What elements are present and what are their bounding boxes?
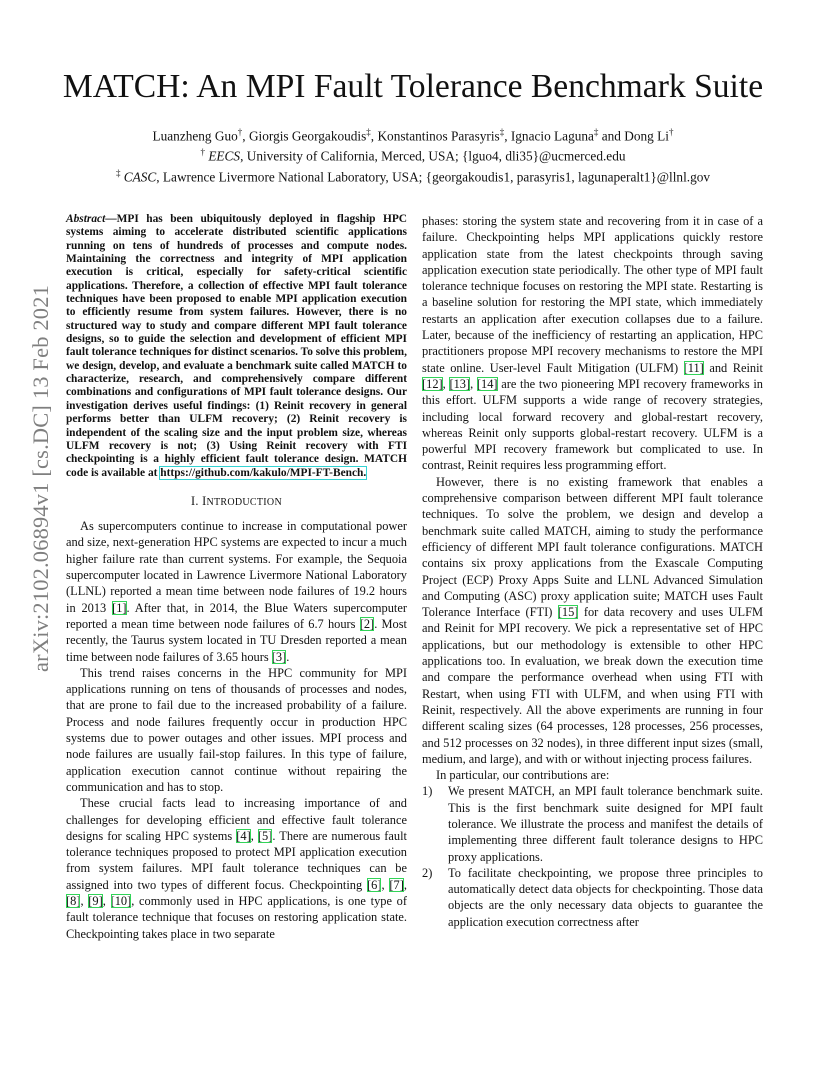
contribution-text: To facilitate checkpointing, we propose three principles to automatically detect data objects for checkpointing. Those data objects are the only necessary data objects to guarantee the application execution correctness after bbox=[448, 865, 763, 929]
paragraph-text: for data recovery and uses ULFM and Reinit for MPI recovery. We pick a representative set of HPC applications, but our methodology is extensible to other HPC applications too. In evaluation, we break down the execution time and compare the performance overhead when using FTI with Restart, when using FTI with ULFM, and when using FTI with Reinit, respectively. All the above experiments are running in four different scaling sizes (64 processes, 128 processes, 256 processes, and 512 processes on 32 nodes), in three different input sizes (small, medium, and large), and with or without injecting process failures. bbox=[422, 605, 763, 766]
affiliation-line bbox=[50, 165, 776, 185]
citation-link[interactable]: [10] bbox=[110, 894, 132, 908]
citation-link[interactable]: [12] bbox=[422, 376, 443, 391]
paragraph-text: These crucial facts lead to increasing importance of and challenges for developing efficient and effective fault tolerance designs for scaling HPC systems bbox=[66, 796, 407, 843]
author-affiliation-mark: ‡ bbox=[366, 127, 371, 137]
paragraph-text: , bbox=[102, 894, 111, 908]
citation-link[interactable]: [2] bbox=[359, 616, 375, 631]
paragraph bbox=[66, 518, 407, 665]
paragraph-text: In particular, our contributions are: bbox=[436, 768, 610, 783]
paragraph-text: As supercomputers continue to increase in computational power and size, next-generation HPC systems are expected to incur a much higher failure rate than current systems. For example, the Sequoia supercomputer located in Lawrence Livermore National Laboratory (LLNL) reported a mean time between node failures of 19.2 hours in 2013 bbox=[66, 519, 407, 615]
affiliations bbox=[50, 144, 776, 185]
abstract-label: Abstract bbox=[66, 213, 106, 225]
affiliation-mark: † bbox=[200, 147, 205, 158]
citation-link[interactable]: [8] bbox=[66, 894, 81, 908]
affiliation-mark: ‡ bbox=[115, 167, 121, 178]
citation-link[interactable]: [7] bbox=[389, 877, 404, 892]
contribution-text: We present MATCH, an MPI fault tolerance benchmark suite. This is the first benchmark suite designed for MPI fault tolerance. We illustrate the process and manifest the details of implementing three different fault tolerance designs to HPC proxy applications. bbox=[448, 784, 763, 864]
section-heading-introduction bbox=[66, 493, 407, 511]
author-separator: , bbox=[242, 128, 249, 144]
contributions-list bbox=[422, 783, 763, 930]
author-affiliation-mark: † bbox=[668, 127, 674, 137]
left-column bbox=[66, 213, 407, 942]
author-name: Ignacio Laguna bbox=[510, 128, 594, 144]
abstract bbox=[66, 213, 407, 480]
contribution-item bbox=[422, 865, 763, 930]
paragraph-text: . There are numerous fault tolerance techniques proposed to protect MPI application execution from system failures. MPI fault tolerance techniques can be assigned into two types of different focus. Checkpointing bbox=[66, 828, 407, 892]
citation-link[interactable]: [4] bbox=[236, 828, 251, 843]
paragraph bbox=[422, 474, 763, 767]
author-name: Giorgis Georgakoudis bbox=[248, 128, 367, 144]
affiliation-details: , Lawrence Livermore National Laboratory, USA; {georgakoudis1, parasyris1, lagunaperalt1}@llnl.gov bbox=[156, 169, 711, 185]
contribution-item bbox=[422, 783, 763, 864]
paragraph-text: This trend raises concerns in the HPC community for MPI applications running on tens of thousands of processes and nodes, that are prone to fail due to the increased probability of a failure. Process and node failures frequently occur in production HPC systems due to power outages and other issues. MPI process and node failures are usually fail-stop failures. In this type of failure, application execution cannot continue without repairing the communication and has to stop. bbox=[66, 665, 407, 794]
paragraph-text: , bbox=[381, 877, 390, 892]
paragraph bbox=[66, 665, 407, 795]
repository-link[interactable]: https://github.com/kakulo/MPI-FT-Bench. bbox=[160, 466, 367, 479]
introduction-right-body bbox=[422, 213, 763, 783]
citation-link[interactable]: [1] bbox=[112, 600, 127, 615]
paragraph-text: However, there is no existing framework that enables a comprehensive comparison between different MPI fault tolerance techniques. To solve the problem, we design and develop a benchmark suite called MATCH, aiming to study the performance efficiency of different MPI fault tolerance configurations. MATCH contains six proxy applications from the Exascale Computing Project (ECP) Proxy Apps Suite and LLNL Advanced Simulation and Computing (ASC) proxy application suite; MATCH uses Fault Tolerance Interface (FTI) bbox=[422, 474, 763, 620]
paragraph-text: , bbox=[442, 376, 450, 391]
citation-link[interactable]: [15] bbox=[557, 605, 579, 620]
author-affiliation-mark: † bbox=[237, 127, 243, 137]
affiliation-line bbox=[50, 144, 776, 164]
affiliation-details: , University of California, Merced, USA; {lguo4, dli35}@ucmerced.edu bbox=[240, 148, 626, 164]
citation-link[interactable]: [3] bbox=[271, 649, 287, 664]
author-name: Dong Li bbox=[624, 128, 669, 144]
paragraph-text: phases: storing the system state and recovering from it in case of a failure. Checkpointing helps MPI applications quickly restore application state from the latest checkpoints through saving application execution state periodically. The other type of MPI fault tolerance technique focuses on restoring the MPI state. Restarting is a baseline solution for restoring the MPI state, which immediately restarts an application after execution collapses due to a failure. Later, because of the inefficiency of restarting an application, HPC practitioners propose MPI recovery mechanisms to restore the MPI state online. User-level Fault Mitigation (ULFM) bbox=[422, 214, 763, 375]
paragraph-text: are the two pioneering MPI recovery frameworks in this effort. ULFM supports a wide range of recovery strategies, including local forward recovery and global-restart recovery, whereas Reinit only supports global-restart recovery. ULFM is a powerful MPI recovery framework but complicated to use. In contrast, Reinit requires less programming effort. bbox=[422, 376, 763, 473]
arxiv-identifier bbox=[26, 285, 56, 755]
right-column bbox=[422, 213, 763, 930]
paragraph-text: , bbox=[470, 376, 477, 391]
citation-link[interactable]: [14] bbox=[476, 376, 498, 391]
abstract-text: MPI has been ubiquitously deployed in flagship HPC systems aiming to accelerate distributed scientific applications running on tens of hundreds of processes and compute nodes. Maintaining the correctness and integrity of MPI application execution is critical, especially for safety-critical scientific applications. Therefore, a collection of effective MPI fault tolerance techniques have been proposed to enable MPI application execution to efficiently resume from system failures. However, there is no structured way to study and compare different MPI fault tolerance designs, so to guide the selection and development of efficient MPI fault tolerance techniques for distinct scenarios. To solve this problem, we design, develop, and evaluate a benchmark suite called MATCH to characterize, research, and comprehensively compare different combinations and configurations of MPI fault tolerance designs. Our investigation derives useful findings: (1) Reinit recovery in general performs better than ULFM recovery; (2) Reinit recovery is independent of the scaling size and the input problem size, whereas ULFM recovery is not; (3) Using Reinit recovery with FTI checkpointing is a highly efficient fault tolerance design. MATCH code is available at bbox=[66, 213, 407, 479]
paragraph-text: , bbox=[250, 828, 258, 843]
author-names bbox=[50, 124, 776, 144]
section-title-rest: NTRODUCTION bbox=[206, 496, 282, 508]
paragraph-text: , commonly used in HPC applications, is one type of fault tolerance technique that focuses on restoring application state. Checkpointing takes place in two separate bbox=[66, 894, 408, 941]
paragraph bbox=[66, 795, 407, 942]
paragraph-text: . After that, in 2014, the Blue Waters supercomputer reported a mean time between node failures of 6.7 hours bbox=[66, 600, 407, 631]
affiliation-dept: EECS bbox=[208, 148, 241, 164]
citation-link[interactable]: [13] bbox=[449, 376, 471, 391]
contribution-number: 1) bbox=[422, 784, 433, 799]
section-title-initial: I bbox=[202, 493, 207, 508]
citation-link[interactable]: [6] bbox=[367, 877, 382, 892]
paragraph-text: , bbox=[403, 877, 407, 892]
author-separator: , bbox=[370, 128, 378, 144]
paragraph bbox=[422, 213, 763, 474]
author-name: Konstantinos Parasyris bbox=[377, 128, 500, 144]
affiliation-dept: CASC bbox=[123, 169, 157, 185]
citation-link[interactable]: [11] bbox=[683, 360, 704, 375]
citation-link[interactable]: [9] bbox=[88, 894, 103, 908]
paper-title: MATCH: An MPI Fault Tolerance Benchmark Suite bbox=[62, 68, 764, 105]
paragraph bbox=[422, 767, 763, 783]
citation-link[interactable]: [5] bbox=[257, 828, 273, 843]
author-affiliation-mark: ‡ bbox=[499, 127, 505, 137]
author-name: Luanzheng Guo bbox=[152, 128, 238, 144]
arxiv-identifier-text: arXiv:2102.06894v1 [cs.DC] 13 Feb 2021 bbox=[28, 285, 53, 672]
introduction-left-body bbox=[66, 518, 407, 942]
author-affiliation-mark: ‡ bbox=[593, 127, 599, 137]
section-numeral: I. bbox=[191, 493, 199, 508]
paragraph-text: and Reinit bbox=[703, 360, 763, 375]
paragraph-text: , bbox=[80, 894, 89, 908]
author-block bbox=[50, 124, 776, 185]
abstract-dash: — bbox=[105, 213, 117, 225]
author-separator: and bbox=[598, 128, 625, 144]
contribution-number: 2) bbox=[422, 865, 433, 880]
paragraph-text: . Most recently, the Taurus system located in TU Dresden reported a mean time between node failures of 3.65 hours bbox=[66, 616, 407, 664]
paragraph-text: . bbox=[286, 649, 290, 664]
author-separator: , bbox=[504, 128, 511, 144]
